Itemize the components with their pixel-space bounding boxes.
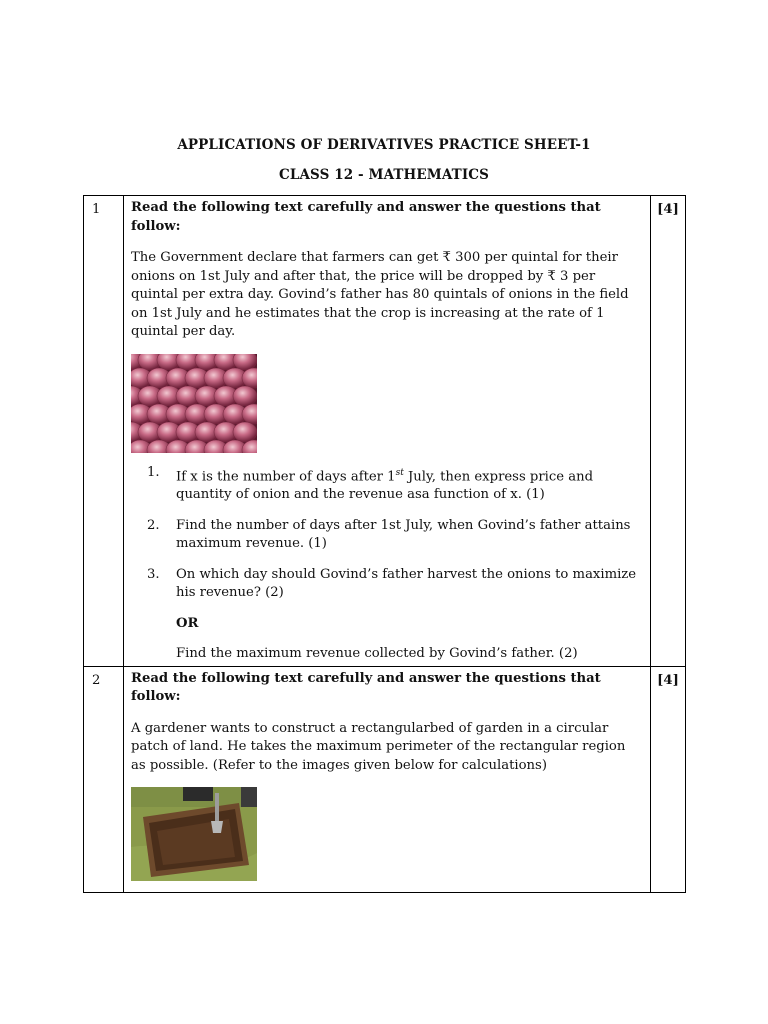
onions-photo <box>131 354 257 453</box>
alternative-question: Find the maximum revenue collected by Govind’s father. (2) <box>176 646 578 662</box>
question-number: 2 <box>84 666 124 893</box>
ordinal-suffix: st <box>395 467 404 478</box>
sub-question <box>131 464 644 505</box>
sub-question <box>131 566 644 603</box>
question-lead: Read the following text carefully and answer the questions that follow: <box>131 200 601 234</box>
question-marks: [4] <box>651 196 686 667</box>
sub-question-text-start: If x is the number of days after 1 <box>176 468 396 484</box>
sub-question-list <box>131 464 644 603</box>
question-passage: A gardener wants to construct a rectangularbed of garden in a circular patch of land. He takes the maximum perimeter of the rectangular region as possible. (Refer to the images given below for calculations) <box>131 720 626 773</box>
question-lead: Read the following text carefully and answer the questions that follow: <box>131 670 601 705</box>
question-number: 1 <box>84 196 124 667</box>
questions-table <box>83 195 686 893</box>
sub-question <box>131 517 644 554</box>
sheet-subtitle: CLASS 12 - MATHEMATICS <box>279 167 489 183</box>
sub-question-number: 2. <box>147 517 160 533</box>
question-passage: The Government declare that farmers can get ₹ 300 per quintal for their onions on 1st July and after that, the price will be dropped by ₹ 3 per quintal per extra day. Govind’s father has 80 quintals of onions in the field on 1st July and he estimates that the crop is increasing at the rate of 1 quintal per day. <box>131 250 629 339</box>
sub-question-number: 1. <box>147 464 160 480</box>
question-marks: [4] <box>651 666 686 893</box>
question-content <box>124 666 651 893</box>
question-content <box>124 196 651 667</box>
sub-question-text: On which day should Govind’s father harvest the onions to maximize his revenue? (2) <box>176 566 637 601</box>
or-label: OR <box>176 615 199 631</box>
sub-question-text: Find the number of days after 1st July, when Govind’s father attains maximum revenue. (1) <box>176 517 631 552</box>
question-row-1 <box>84 196 686 667</box>
question-row-2 <box>84 666 686 893</box>
sub-question-text-end: July, then express price and quantity of onion and the revenue asa function of x. (1) <box>176 468 594 503</box>
sheet-title: APPLICATIONS OF DERIVATIVES PRACTICE SHEET-1 <box>177 137 591 153</box>
sub-question-number: 3. <box>147 566 160 582</box>
garden-pit-photo <box>131 787 257 881</box>
